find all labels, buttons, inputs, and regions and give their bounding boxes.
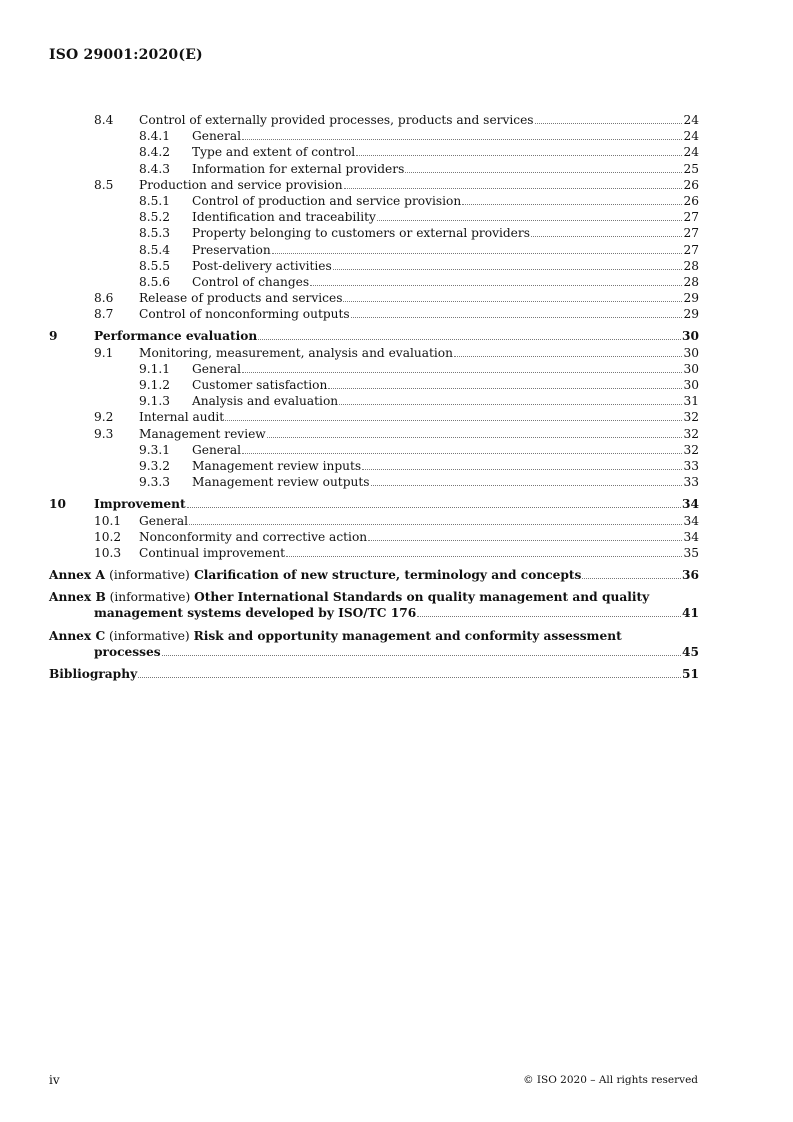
- toc-entry-title: Management review outputs: [192, 475, 370, 490]
- toc-entry-page: 26: [683, 177, 699, 192]
- toc-entry-title: Control of nonconforming outputs: [139, 307, 350, 322]
- toc-entry-page: 33: [683, 458, 699, 473]
- toc-entry-title: Property belonging to customers or external providers: [192, 226, 530, 241]
- toc-entry-number: 8.6: [94, 291, 114, 306]
- toc-entry-number: 9.1.3: [139, 394, 171, 409]
- toc-entry-page: 24: [683, 145, 699, 160]
- toc-entry-title: Release of products and services: [139, 291, 343, 306]
- toc-entry-page: 30: [682, 329, 699, 344]
- dot-leader: [310, 285, 682, 286]
- annex-kind: (informative): [109, 628, 190, 643]
- annex-label: Annex A: [49, 568, 105, 583]
- toc-entry[interactable]: [49, 225, 699, 241]
- dot-leader: [371, 485, 683, 486]
- toc-entry[interactable]: [49, 177, 699, 193]
- toc-entry-title: General: [192, 442, 241, 457]
- toc-entry-number: 9.1: [94, 345, 114, 360]
- toc-entry-page: 29: [683, 291, 699, 306]
- toc-entry-title: General: [192, 361, 241, 376]
- toc-entry-page: 28: [683, 274, 699, 289]
- toc-entry-page: 27: [683, 210, 699, 225]
- footer-page-number: iv: [49, 1073, 60, 1087]
- toc-entry-number: 9.2: [94, 410, 114, 425]
- toc-entry-page: 24: [683, 129, 699, 144]
- toc-entry[interactable]: [49, 128, 699, 144]
- toc-entry[interactable]: [49, 458, 699, 474]
- toc-entry[interactable]: [49, 258, 699, 274]
- toc-entry-number: 9: [49, 329, 58, 344]
- toc-entry-page: 30: [683, 378, 699, 392]
- toc-entry[interactable]: [49, 496, 699, 512]
- toc-entry-number: 8.7: [94, 307, 114, 322]
- footer-copyright: © ISO 2020 – All rights reserved: [523, 1074, 698, 1086]
- toc-entry-title: General: [192, 129, 241, 144]
- annex-entries: [49, 567, 699, 682]
- toc-entry-number: 9.3.3: [139, 475, 171, 490]
- toc-entry-title: Management review: [139, 426, 266, 441]
- toc-entry[interactable]: [49, 306, 699, 322]
- dot-leader: [344, 188, 683, 189]
- toc-entry-number: 10.2: [94, 529, 122, 544]
- annex-entry[interactable]: [49, 589, 699, 621]
- toc-entry-number: 8.5.6: [139, 274, 171, 289]
- toc-entry-page: 29: [683, 307, 699, 322]
- dot-leader: [362, 469, 682, 470]
- toc-entry[interactable]: [49, 393, 699, 409]
- toc-entry-title: General: [139, 513, 188, 528]
- dot-leader: [462, 204, 682, 205]
- toc-entry-title: Monitoring, measurement, analysis and evaluation: [139, 345, 453, 360]
- dot-leader: [531, 236, 683, 237]
- dot-leader: [267, 437, 683, 438]
- toc-entry[interactable]: [49, 409, 699, 425]
- annex-kind: (informative): [109, 568, 190, 583]
- toc-entry[interactable]: [49, 144, 699, 160]
- toc-entry-number: 10.3: [94, 545, 122, 560]
- dot-leader: [225, 420, 682, 421]
- annex-label: Annex B: [49, 590, 106, 605]
- toc-entry-page: 28: [683, 258, 699, 273]
- toc-entry[interactable]: [49, 345, 699, 361]
- toc-entry-number: 8.5.2: [139, 210, 171, 225]
- dot-leader: [328, 388, 682, 389]
- dot-leader: [333, 269, 683, 270]
- toc-entry-number: 9.1.2: [139, 378, 171, 392]
- toc-entry-number: 8.5.3: [139, 226, 171, 241]
- toc-entry-number: 9.3.2: [139, 458, 171, 473]
- dot-leader: [405, 172, 682, 173]
- toc-entry-page: 31: [683, 394, 699, 409]
- toc-entry-title: Improvement: [94, 497, 186, 512]
- toc-entry[interactable]: [49, 361, 699, 377]
- table-of-contents: [49, 112, 699, 682]
- dot-leader: [272, 253, 683, 254]
- dot-leader: [339, 404, 682, 405]
- toc-entry-page: 24: [683, 113, 699, 127]
- toc-entry-title: Production and service provision: [139, 177, 343, 192]
- toc-entry-title: Control of production and service provision: [192, 193, 462, 208]
- dot-leader: [286, 556, 682, 557]
- dot-leader: [258, 339, 681, 340]
- dot-leader: [535, 123, 683, 124]
- toc-entry[interactable]: [49, 442, 699, 458]
- toc-entry[interactable]: [49, 426, 699, 442]
- toc-entry-page: 32: [683, 426, 699, 441]
- toc-entry-title: Control of externally provided processes, products and services: [139, 113, 534, 127]
- dot-leader: [138, 677, 681, 678]
- toc-entry[interactable]: [49, 209, 699, 225]
- toc-entry-title: Preservation: [192, 242, 271, 257]
- toc-entry[interactable]: [49, 112, 699, 128]
- annex-title: Clarification of new structure, terminology and concepts: [194, 568, 582, 583]
- toc-entry[interactable]: [49, 274, 699, 290]
- annex-page: 51: [682, 667, 699, 682]
- toc-entry[interactable]: [49, 328, 699, 344]
- toc-entry[interactable]: [49, 290, 699, 306]
- toc-entry-number: 8.4.3: [139, 161, 171, 176]
- dot-leader: [377, 220, 683, 221]
- annex-page: 45: [682, 644, 699, 659]
- toc-entry-number: 8.4.2: [139, 145, 171, 160]
- toc-entry[interactable]: [49, 545, 699, 561]
- toc-entry-number: 8.5.4: [139, 242, 171, 257]
- toc-entry-number: 8.5.1: [139, 193, 171, 208]
- toc-entry[interactable]: [49, 529, 699, 545]
- dot-leader: [417, 616, 681, 617]
- annex-entry[interactable]: [49, 628, 699, 660]
- toc-entry-number: 9.3: [94, 426, 114, 441]
- dot-leader: [242, 139, 682, 140]
- toc-entry-number: 10: [49, 497, 66, 512]
- toc-entry[interactable]: [49, 161, 699, 177]
- toc-entry-title: Information for external providers: [192, 161, 405, 176]
- toc-entry-page: 33: [683, 475, 699, 490]
- annex-entry[interactable]: [49, 666, 699, 682]
- dot-leader: [454, 356, 683, 357]
- toc-entry-title: Customer satisfaction: [192, 378, 328, 392]
- dot-leader: [162, 655, 681, 656]
- dot-leader: [189, 524, 682, 525]
- toc-entry-number: 9.1.1: [139, 361, 171, 376]
- toc-entry-title: Analysis and evaluation: [192, 394, 339, 409]
- toc-entry-number: 9.3.1: [139, 442, 171, 457]
- annex-page: 41: [682, 606, 699, 621]
- toc-entry-page: 27: [683, 242, 699, 257]
- toc-entry[interactable]: [49, 193, 699, 209]
- toc-entry-title: Internal audit: [139, 410, 225, 425]
- annex-label: Bibliography: [49, 667, 138, 682]
- toc-entry-number: 10.1: [94, 513, 122, 528]
- toc-entry-title: Post-delivery activities: [192, 258, 332, 273]
- dot-leader: [242, 372, 682, 373]
- toc-entry-page: 25: [683, 161, 699, 176]
- dot-leader: [242, 453, 682, 454]
- toc-entry-title: Type and extent of control: [192, 145, 356, 160]
- toc-entry-title: Control of changes: [192, 274, 310, 289]
- dot-leader: [343, 301, 682, 302]
- dot-leader: [351, 317, 683, 318]
- toc-entry-number: 8.4.1: [139, 129, 171, 144]
- annex-page: 36: [682, 568, 699, 583]
- toc-entry-page: 35: [683, 545, 699, 560]
- annex-entry[interactable]: [49, 567, 699, 583]
- annex-title: Other International Standards on quality management and quality: [194, 590, 650, 605]
- toc-entry-title: Performance evaluation: [94, 329, 258, 344]
- toc-entry-page: 32: [683, 410, 699, 425]
- toc-entry[interactable]: [49, 377, 699, 393]
- dot-leader: [368, 540, 682, 541]
- toc-entry-page: 34: [683, 513, 699, 528]
- toc-entry-page: 26: [683, 193, 699, 208]
- toc-entry-page: 32: [683, 442, 699, 457]
- page-header-title: ISO 29001:2020(E): [49, 47, 203, 63]
- toc-entry-title: Nonconformity and corrective action: [139, 529, 368, 544]
- toc-entry-number: 8.5: [94, 177, 114, 192]
- toc-entries: [49, 112, 699, 561]
- toc-entry-page: 34: [682, 497, 699, 512]
- annex-kind: (informative): [109, 590, 191, 605]
- toc-entry-title: Continual improvement: [139, 545, 286, 560]
- dot-leader: [356, 155, 682, 156]
- toc-entry-title: Management review inputs: [192, 458, 362, 473]
- annex-title: Risk and opportunity management and conformity assessment: [193, 628, 622, 643]
- dot-leader: [582, 578, 681, 579]
- toc-entry-page: 27: [683, 226, 699, 241]
- toc-entry-page: 30: [683, 361, 699, 376]
- toc-entry-title: Identification and traceability: [192, 210, 376, 225]
- annex-label: Annex C: [49, 628, 106, 643]
- toc-entry-number: 8.5.5: [139, 258, 171, 273]
- annex-title-continued: processes: [94, 644, 161, 659]
- toc-entry-page: 30: [683, 345, 699, 360]
- toc-entry[interactable]: [49, 242, 699, 258]
- toc-entry[interactable]: [49, 513, 699, 529]
- toc-entry-page: 34: [683, 529, 699, 544]
- dot-leader: [187, 507, 681, 508]
- annex-title-continued: management systems developed by ISO/TC 176: [94, 606, 417, 621]
- toc-entry-number: 8.4: [94, 113, 114, 127]
- toc-entry[interactable]: [49, 474, 699, 490]
